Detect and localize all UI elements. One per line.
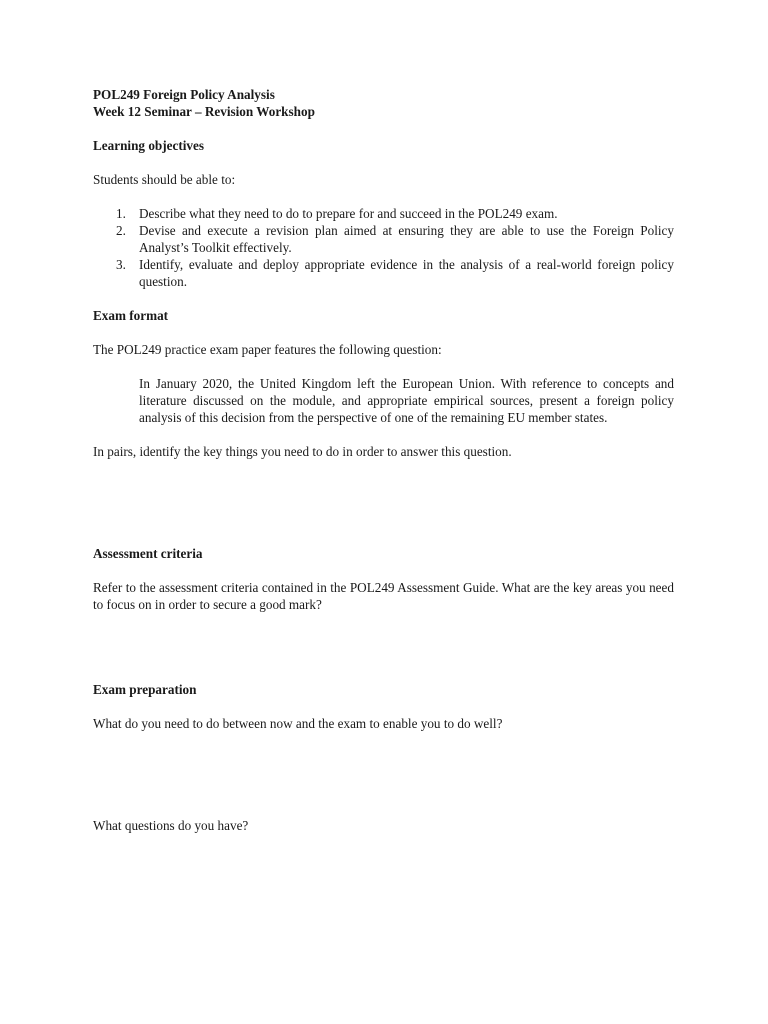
list-item-number: 1. [116,206,126,221]
questions-prompt: What questions do you have? [93,818,249,833]
list-item-text: Devise and execute a revision plan aimed at ensuring they are able to use the Foreign Policy Analyst’s Toolkit effectively. [139,223,674,255]
list-item [93,222,674,256]
list-item-number: 2. [116,223,126,238]
exam-preparation-heading: Exam preparation [93,682,197,697]
objectives-list [93,205,674,290]
list-item [93,205,674,222]
list-item-number: 3. [116,257,126,272]
list-item-text: Identify, evaluate and deploy appropriate evidence in the analysis of a real-world foreign policy question. [139,257,674,289]
assessment-criteria-text: Refer to the assessment criteria contained in the POL249 Assessment Guide. What are the key areas you need to focus on in order to secure a good mark? [93,580,674,612]
exam-format-intro: The POL249 practice exam paper features the following question: [93,342,442,357]
list-item [93,256,674,290]
assessment-criteria-heading: Assessment criteria [93,546,203,561]
exam-format-task: In pairs, identify the key things you need to do in order to answer this question. [93,444,512,459]
objectives-intro: Students should be able to: [93,172,236,187]
list-item-text: Describe what they need to do to prepare for and succeed in the POL249 exam. [139,206,558,221]
exam-question: In January 2020, the United Kingdom left the European Union. With reference to concepts and literature discussed on the module, and appropriate empirical sources, present a foreign policy analysis of this decision from the perspective of one of the remaining EU member states. [139,376,674,425]
learning-objectives-heading: Learning objectives [93,138,204,153]
exam-format-heading: Exam format [93,308,169,323]
exam-preparation-text: What do you need to do between now and the exam to enable you to do well? [93,716,503,731]
course-title: POL249 Foreign Policy Analysis [93,87,275,102]
seminar-title: Week 12 Seminar – Revision Workshop [93,104,315,119]
